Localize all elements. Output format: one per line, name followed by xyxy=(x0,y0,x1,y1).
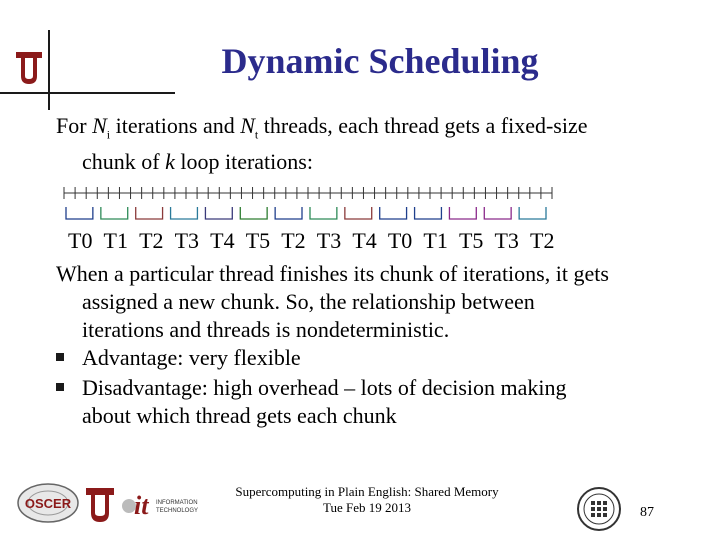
svg-text:OSCER: OSCER xyxy=(24,496,72,511)
svg-text:INFORMATION: INFORMATION xyxy=(156,500,198,506)
svg-text:it: it xyxy=(134,491,149,520)
chunk-bracket xyxy=(101,207,128,219)
bullet-square-icon xyxy=(56,353,64,361)
ou-footer-logo-icon xyxy=(82,484,118,526)
bullet-disadvantage: Disadvantage: high overhead – lots of decision making about which thread gets each chunk xyxy=(56,374,706,430)
chunk-bracket xyxy=(380,207,407,219)
chunk-bracket xyxy=(310,207,337,219)
chunk-bracket xyxy=(275,207,302,219)
page-number: 87 xyxy=(640,505,654,520)
footer-text: Supercomputing in Plain English: Shared Memory Tue Feb 19 2013 xyxy=(235,484,499,515)
iteration-chunk-diagram xyxy=(60,185,560,225)
decor-horizontal-line xyxy=(0,92,175,94)
bullet-square-icon xyxy=(56,383,64,391)
chunk-bracket xyxy=(171,207,198,219)
it-logo xyxy=(120,486,202,524)
decor-vertical-line xyxy=(48,30,50,110)
chunk-bracket xyxy=(519,207,546,219)
chunk-bracket xyxy=(136,207,163,219)
svg-text:TECHNOLOGY: TECHNOLOGY xyxy=(156,508,199,514)
explanation-paragraph: When a particular thread finishes its chunk of iterations, it gets assigned a new chunk. So, the relationship between iterations and threads is nondeterministic. xyxy=(56,261,609,342)
bullet-advantage: Advantage: very flexible xyxy=(56,344,706,372)
intro-paragraph: For $N_i$ iterations and $N_t$ threads, each thread gets a fixed-size chunk of k loop iterations: xyxy=(56,113,588,175)
chunk-bracket xyxy=(240,207,267,219)
chunk-bracket xyxy=(66,207,93,219)
ou-logo-icon xyxy=(12,48,46,88)
chunk-bracket xyxy=(484,207,511,219)
oscer-logo xyxy=(16,482,80,524)
thread-labels: T0 T1 T2 T3 T4 T5 T2 T3 T4 T0 T1 T5 T3 T2 xyxy=(68,228,555,253)
ncsi-seal-logo xyxy=(576,486,622,532)
chunk-bracket xyxy=(345,207,372,219)
chunk-bracket xyxy=(205,207,232,219)
chunk-bracket xyxy=(415,207,442,219)
slide-title: Dynamic Scheduling xyxy=(221,41,539,81)
chunk-bracket xyxy=(449,207,476,219)
